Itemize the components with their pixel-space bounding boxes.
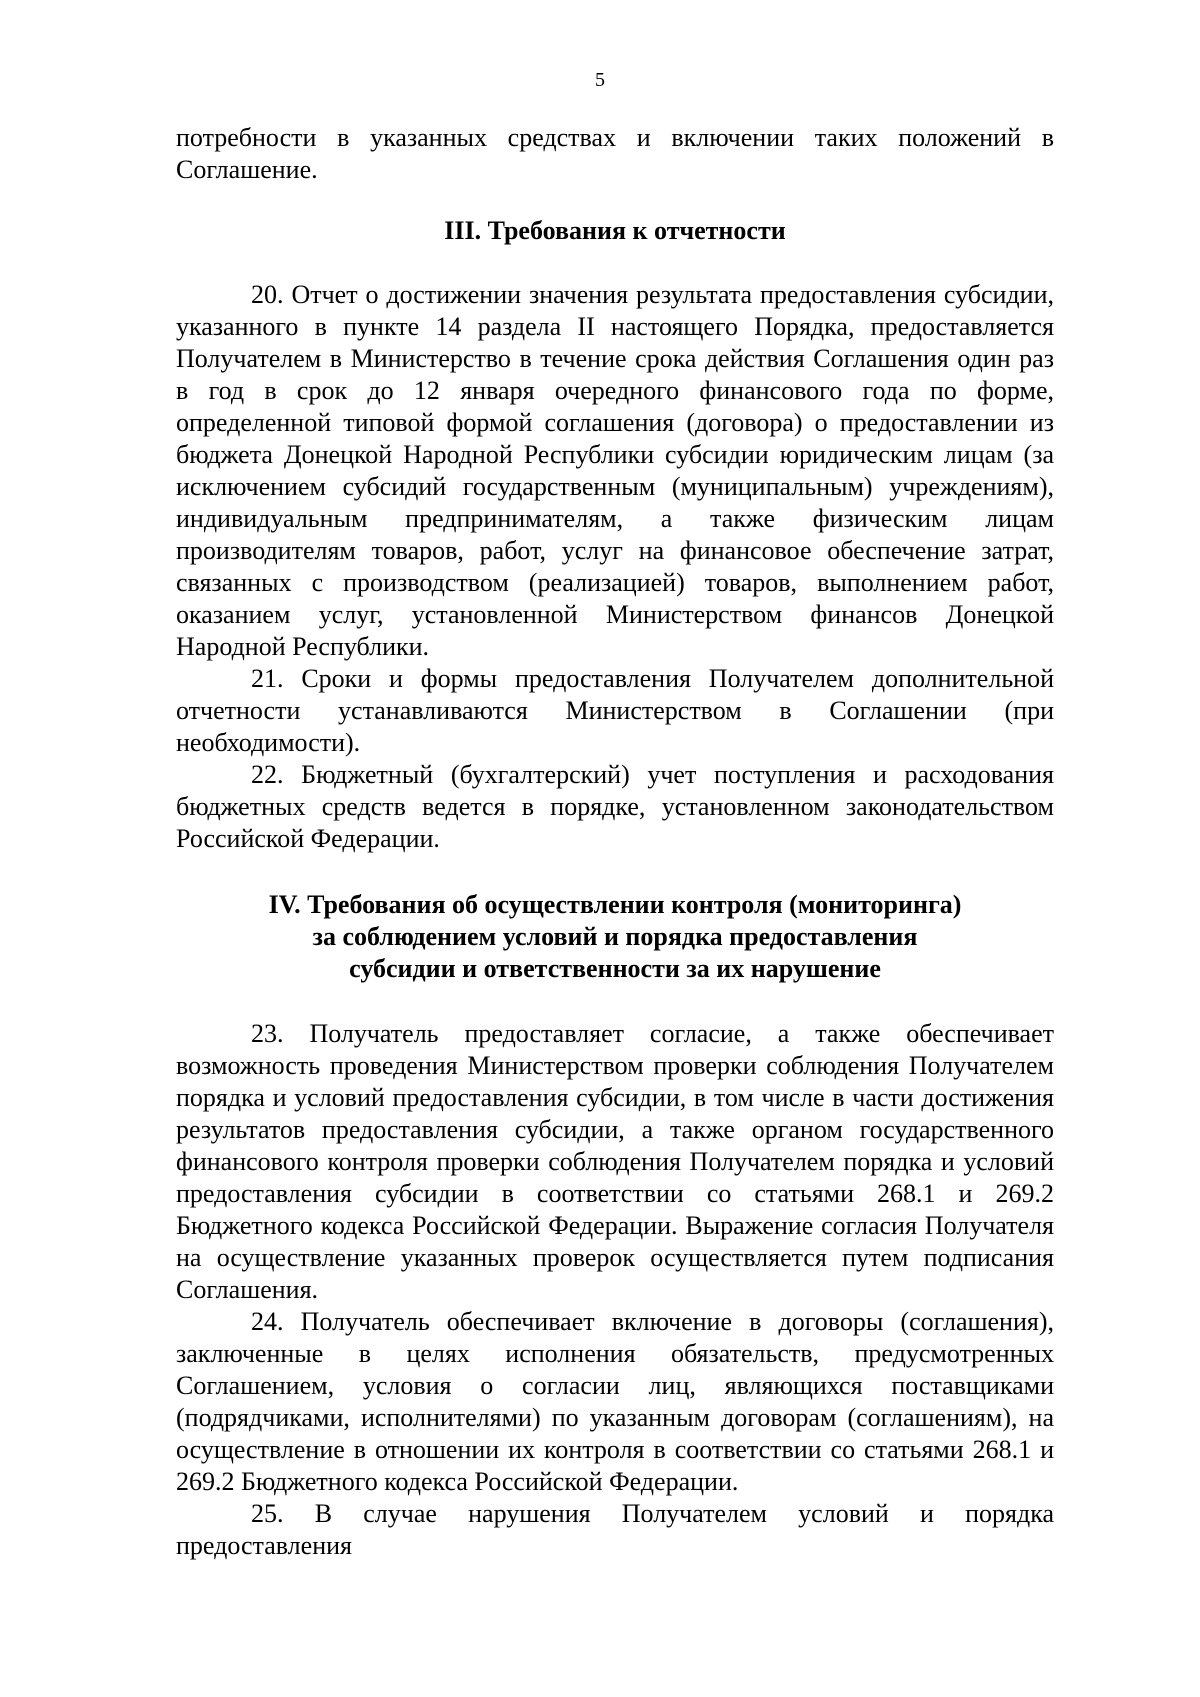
page-number: 5 [595,69,605,91]
paragraph-25: 25. В случае нарушения Получателем условий и порядка предоставления [176,1499,1054,1560]
paragraph-21: 21. Сроки и формы предоставления Получателем дополнительной отчетности устанавливаются Министерством в Соглашении (при необходимости). [176,664,1054,757]
paragraph-24: 24. Получатель обеспечивает включение в договоры (соглашения), заключенные в целях исполнения обязательств, предусмотренных Соглашением, условия о согласии лиц, являющихся поставщиками (подрядчиками, исполнителями) по указанным договорам (соглашениям), на осуществление в отношении их контроля в соответствии со статьями 268.1 и 269.2 Бюджетного кодекса Российской Федерации. [176,1307,1054,1496]
paragraph-23: 23. Получатель предоставляет согласие, а также обеспечивает возможность проведения Министерством проверки соблюдения Получателем порядка и условий предоставления субсидии, в том числе в части достижения результатов предоставления субсидии, а также органом государственного финансового контроля проверки соблюдения Получателем порядка и условий предоставления субсидии в соответствии со статьями 268.1 и 269.2 Бюджетного кодекса Российской Федерации. Выражение согласия Получателя на осуществление указанных проверок осуществляется путем подписания Соглашения. [176,1019,1054,1304]
section-4-heading-line-2: за соблюдением условий и порядка предоставления [312,922,918,951]
section-4-heading-line-1: IV. Требования об осуществлении контроля (мониторинга) [268,890,962,919]
section-4-heading-line-3: субсидии и ответственности за их нарушение [349,954,881,983]
intro-paragraph: потребности в указанных средствах и включении таких положений в Соглашение. [176,123,1054,184]
section-3-heading: III. Требования к отчетности [444,216,786,245]
paragraph-22: 22. Бюджетный (бухгалтерский) учет поступления и расходования бюджетных средств ведется в порядке, установленном законодательством Российской Федерации. [176,760,1054,853]
section-4-heading [176,889,1054,985]
document-body [176,122,1054,1562]
paragraph-20: 20. Отчет о достижении значения результата предоставления субсидии, указанного в пункте 14 раздела II настоящего Порядка, предоставляется Получателем в Министерство в течение срока действия Соглашения один раз в год в срок до 12 января очередного финансового года по форме, определенной типовой формой соглашения (договора) о предоставлении из бюджета Донецкой Народной Республики субсидии юридическим лицам (за исключением субсидий государственным (муниципальным) учреждениям), индивидуальным предпринимателям, а также физическим лицам производителям товаров, работ, услуг на финансовое обеспечение затрат, связанных с производством (реализацией) товаров, выполнением работ, оказанием услуг, установленной Министерством финансов Донецкой Народной Республики. [176,280,1054,661]
